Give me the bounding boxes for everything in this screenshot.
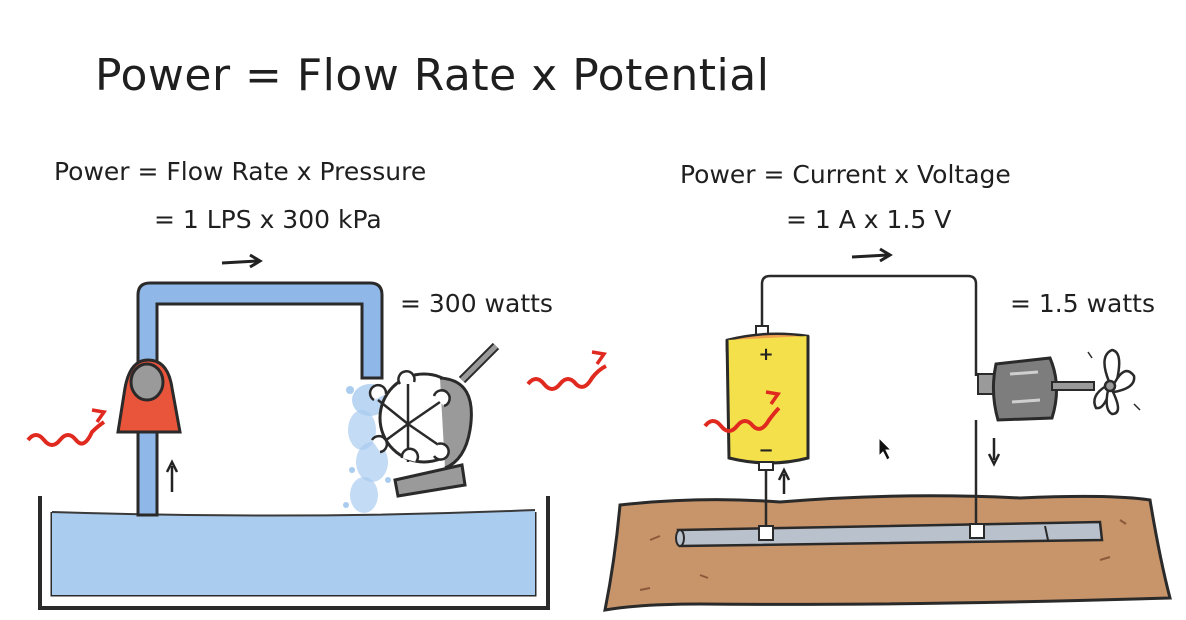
current-arrow-icon — [852, 249, 890, 261]
water-power-result: = 300 watts — [400, 289, 553, 318]
electric-power-values: = 1 A x 1.5 V — [786, 205, 952, 234]
current-arrow-up-icon — [779, 470, 789, 494]
battery-plus-label: + — [758, 344, 774, 365]
electric-power-result: = 1.5 watts — [1010, 289, 1155, 318]
ground-soil — [605, 496, 1170, 610]
pump-icon — [118, 360, 180, 432]
flow-arrow-up-icon — [167, 462, 177, 492]
electric-power-formula: Power = Current x Voltage — [680, 160, 1011, 189]
page-title: Power = Flow Rate x Potential — [95, 50, 770, 101]
water-tank — [40, 496, 548, 608]
water-power-formula: Power = Flow Rate x Pressure — [54, 157, 427, 186]
current-arrow-down-icon — [989, 438, 999, 464]
energy-wave-icon — [28, 410, 104, 445]
water-power-values: = 1 LPS x 300 kPa — [154, 205, 382, 234]
flow-arrow-icon — [222, 255, 260, 267]
propeller-icon — [1088, 350, 1140, 414]
energy-wave-out-icon — [528, 352, 606, 389]
battery-minus-label: − — [758, 440, 774, 461]
motor-icon — [978, 358, 1094, 420]
mouse-cursor-icon — [879, 438, 891, 460]
waterwheel-icon — [370, 346, 496, 496]
